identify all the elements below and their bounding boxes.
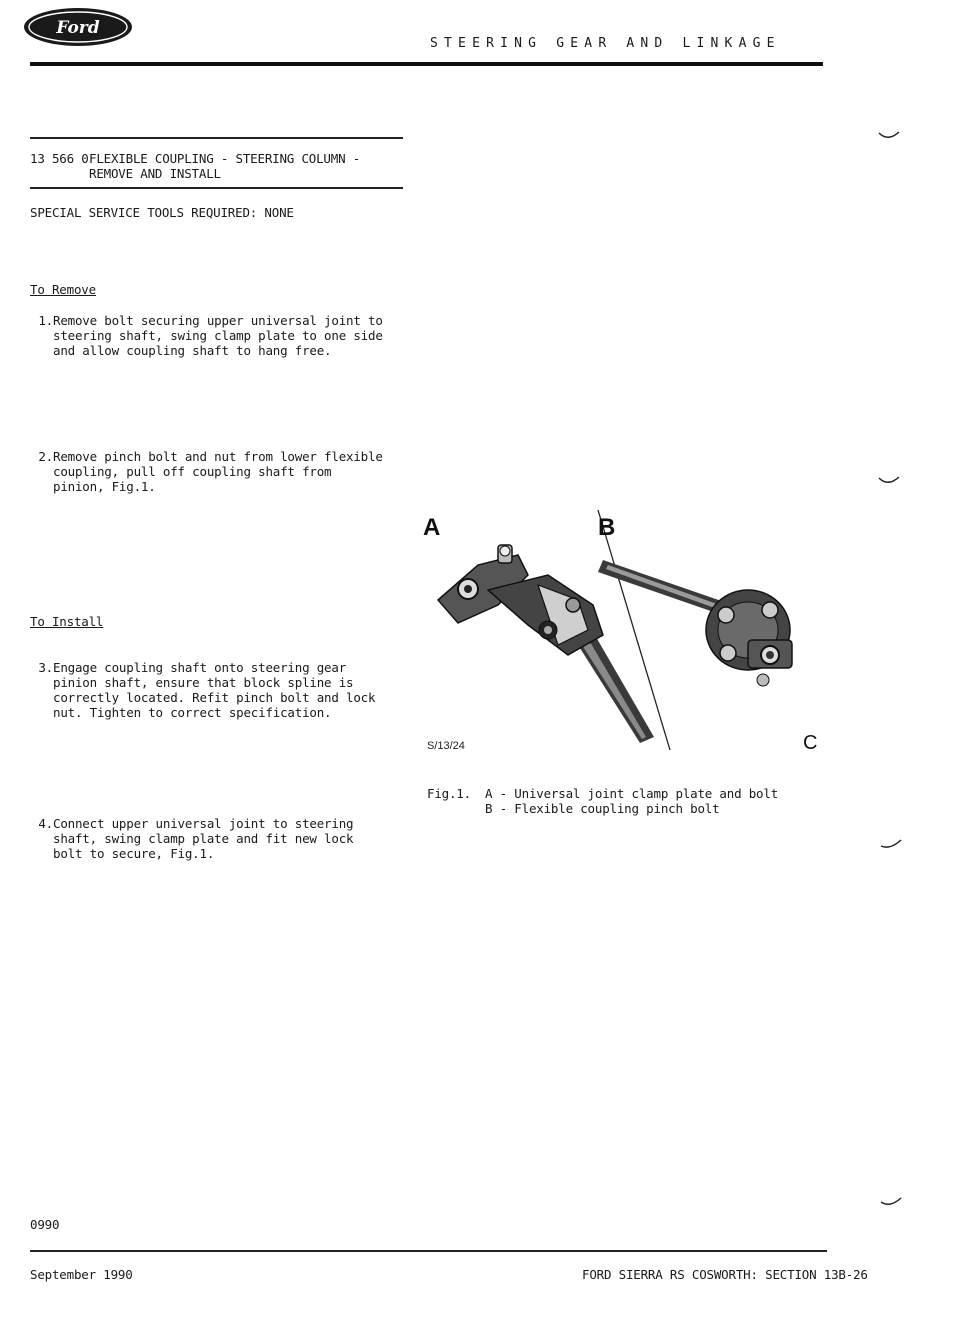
- page-code: 0990: [30, 1217, 60, 1232]
- step-text: Remove bolt securing upper universal joint to steering shaft, swing clamp plate to one side and allow coupling shaft to hang free.: [53, 313, 383, 358]
- special-tools-line: SPECIAL SERVICE TOOLS REQUIRED: NONE: [30, 205, 294, 220]
- figure-caption-lines: [485, 786, 778, 816]
- procedure-title: [89, 151, 360, 181]
- figure-reference: S/13/24: [427, 740, 465, 752]
- figure-label-b: B: [598, 514, 616, 541]
- figure-caption-line-b: B - Flexible coupling pinch bolt: [485, 801, 720, 816]
- figure-caption: [427, 786, 778, 816]
- figure-caption-line-a: A - Universal joint clamp plate and bolt: [485, 786, 779, 801]
- step-number: 3.: [38, 660, 53, 675]
- step-number: 1.: [38, 313, 53, 328]
- header-rule: [30, 62, 823, 66]
- margin-tick-mark: [878, 475, 900, 489]
- footer-date: September 1990: [30, 1267, 133, 1282]
- page-header-title: STEERING GEAR AND LINKAGE: [430, 36, 781, 51]
- figure-label-a: A: [423, 514, 441, 541]
- logo-lettering: Ford: [56, 18, 100, 38]
- procedure-rule-top: [30, 137, 403, 139]
- figure-caption-number: Fig.1.: [427, 786, 471, 801]
- procedure-number: 13 566 0: [30, 151, 89, 166]
- margin-tick-mark: [880, 838, 902, 852]
- remove-heading: To Remove: [30, 282, 96, 297]
- footer-rule: [30, 1250, 827, 1252]
- figure-label-c: C: [803, 732, 818, 754]
- step-text: Engage coupling shaft onto steering gear pinion shaft, ensure that block spline is correctly located. Refit pinch bolt and lock nut. Tighten to correct specification.: [53, 660, 376, 720]
- step-item: [22, 449, 402, 494]
- margin-tick-mark: [878, 130, 900, 144]
- step-item: [22, 660, 402, 720]
- step-text: Remove pinch bolt and nut from lower flexible coupling, pull off coupling shaft from pinion, Fig.1.: [53, 449, 383, 494]
- step-number: 4.: [38, 816, 53, 831]
- coupling-illustration: [418, 505, 818, 755]
- procedure-title-line1: FLEXIBLE COUPLING - STEERING COLUMN -: [89, 151, 361, 166]
- procedure-rule-bottom: [30, 187, 403, 189]
- footer-section: FORD SIERRA RS COSWORTH: SECTION 13B-26: [582, 1267, 868, 1282]
- step-item: [22, 313, 402, 358]
- step-number: 2.: [38, 449, 53, 464]
- ford-logo: [22, 6, 134, 48]
- procedure-title-line2: REMOVE AND INSTALL: [89, 166, 221, 181]
- margin-tick-mark: [880, 1196, 902, 1210]
- step-text: Connect upper universal joint to steering shaft, swing clamp plate and fit new lock bolt to secure, Fig.1.: [53, 816, 354, 861]
- step-item: [22, 816, 402, 861]
- install-heading: To Install: [30, 614, 104, 629]
